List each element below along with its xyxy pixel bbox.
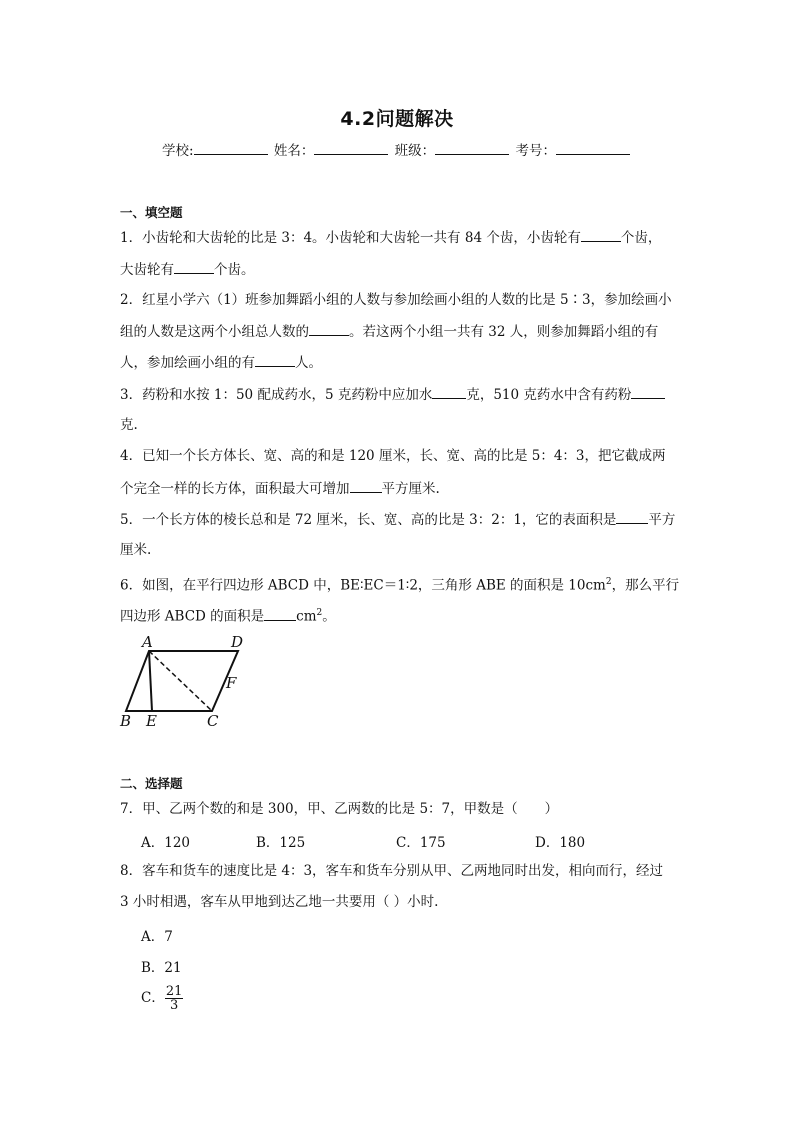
q7-option-c[interactable]: C．175 bbox=[396, 835, 446, 851]
q5-blank[interactable] bbox=[616, 510, 648, 524]
q3-blank-1[interactable] bbox=[432, 385, 466, 399]
question-3-line-2: 克. bbox=[120, 417, 138, 433]
q8-option-c[interactable]: C． $\frac{21}{3}$ bbox=[141, 984, 183, 1013]
q2-blank-1[interactable] bbox=[309, 322, 349, 336]
section-fill-blank-heading: 一、填空题 bbox=[120, 205, 183, 220]
q6-blank[interactable] bbox=[264, 607, 296, 621]
label-b: B bbox=[120, 712, 132, 730]
question-2-line-1: 2．红星小学六（1）班参加舞蹈小组的人数与参加绘画小组的人数的比是 5∶3，参加绘画小 bbox=[120, 292, 672, 308]
q7-option-a[interactable]: A．120 bbox=[141, 835, 191, 851]
class-blank[interactable] bbox=[435, 142, 509, 155]
section-multiple-choice-heading: 二、选择题 bbox=[120, 776, 183, 791]
question-4-line-2: 个完全一样的长方体，面积最大可增加 平方厘米. bbox=[120, 481, 440, 497]
question-2-line-3: 人，参加绘画小组的有 人。 bbox=[120, 355, 322, 371]
exam-number-label: 考号： bbox=[515, 143, 556, 159]
name-label: 姓名： bbox=[273, 143, 315, 159]
question-5-line-1: 5．一个长方体的棱长总和是 72 厘米，长、宽、高的比是 3：2：1，它的表面积是 平方 bbox=[120, 512, 676, 528]
segment-ac-dashed bbox=[149, 651, 212, 711]
school-label: 学校: bbox=[162, 143, 194, 159]
question-4-line-1: 4．已知一个长方体长、宽、高的和是 120 厘米，长、宽、高的比是 5：4：3，把它截成两 bbox=[120, 448, 666, 464]
q4-blank[interactable] bbox=[350, 479, 382, 493]
question-7-stem: 7．甲、乙两个数的和是 300，甲、乙两数的比是 5：7，甲数是（ ） bbox=[120, 801, 559, 817]
name-blank[interactable] bbox=[314, 142, 388, 155]
question-5-line-2: 厘米. bbox=[120, 542, 152, 558]
segment-ae bbox=[149, 651, 152, 711]
question-1-line-1: 1．小齿轮和大齿轮的比是 3：4。小齿轮和大齿轮一共有 84 个齿，小齿轮有 个齿， bbox=[120, 230, 662, 246]
question-3-line-1: 3．药粉和水按 1：50 配成药水，5 克药粉中应加水 克，510 克药水中含有药粉 bbox=[120, 385, 665, 404]
q1-blank-2[interactable] bbox=[174, 260, 214, 274]
q3-blank-2[interactable] bbox=[631, 385, 665, 399]
student-info-line bbox=[0, 139, 794, 159]
q2-blank-2[interactable] bbox=[255, 353, 295, 367]
label-a: A bbox=[142, 633, 153, 651]
label-f: F bbox=[226, 674, 237, 692]
question-8-line-1: 8．客车和货车的速度比是 4：3，客车和货车分别从甲、乙两地同时出发，相向而行，经过 bbox=[120, 863, 664, 879]
question-8-line-2: 3 小时相遇，客车从甲地到达乙地一共要用（ ）小时. bbox=[120, 894, 439, 910]
q1-blank-1[interactable] bbox=[581, 228, 621, 242]
label-d: D bbox=[231, 633, 244, 651]
question-6-line-1: 6．如图，在平行四边形 ABCD 中，BE∶EC＝1∶2，三角形 ABE 的面积是 $10cm^2$，那么平行 bbox=[120, 577, 680, 594]
page-title: 4.2问题解决 bbox=[340, 108, 454, 130]
label-e: E bbox=[146, 712, 157, 730]
q7-option-b[interactable]: B．125 bbox=[256, 835, 306, 851]
question-2-line-2: 组的人数是这两个小组总人数的 。若这两个小组一共有 32 人，则参加舞蹈小组的有 bbox=[120, 324, 659, 340]
label-c: C bbox=[207, 712, 219, 730]
q8-option-a[interactable]: A．7 bbox=[141, 929, 173, 945]
question-1-line-2: 大齿轮有 个齿。 bbox=[120, 262, 255, 278]
parallelogram-abcd bbox=[126, 651, 238, 711]
parallelogram-figure bbox=[112, 630, 252, 730]
exam-number-blank[interactable] bbox=[556, 142, 630, 155]
q7-option-d[interactable]: D．180 bbox=[535, 835, 586, 851]
fraction-21-over-3: $\frac{21}{3}$ bbox=[165, 984, 183, 1013]
school-blank[interactable] bbox=[194, 142, 268, 155]
question-6-line-2: 四边形 ABCD 的面积是 $cm^2$。 bbox=[120, 608, 336, 625]
class-label: 班级： bbox=[394, 143, 436, 159]
q8-option-b[interactable]: B．21 bbox=[141, 960, 182, 976]
